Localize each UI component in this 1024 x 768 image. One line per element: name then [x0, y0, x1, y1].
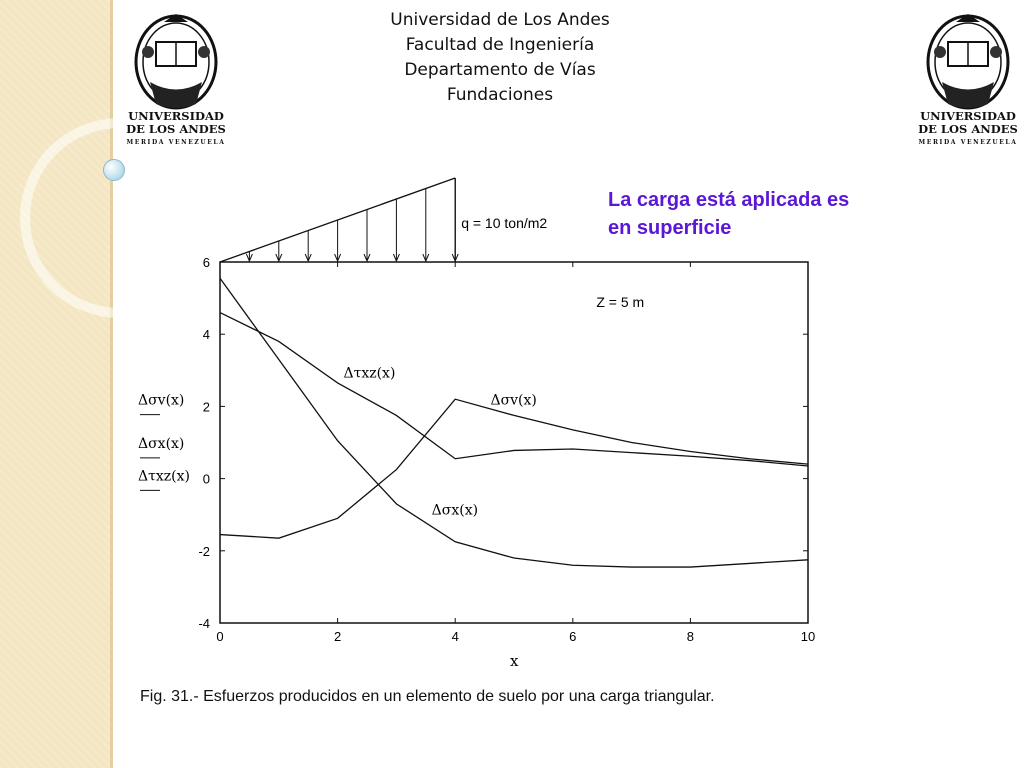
decorative-ball — [103, 159, 125, 181]
load-diagram — [220, 178, 458, 262]
series-lines — [220, 278, 808, 567]
header-faculty: Facultad de Ingeniería — [405, 35, 595, 55]
axis-ticks — [198, 255, 815, 644]
header-course: Fundaciones — [446, 85, 554, 105]
depth-label: Z = 5 m — [596, 294, 645, 311]
chart-svg — [130, 170, 830, 680]
x-tick-label: 2 — [333, 629, 342, 644]
series-label-sx: Δσx(x) — [431, 502, 479, 519]
page-header — [380, 8, 620, 108]
callout-line1: La carga está aplicada es — [608, 189, 850, 211]
logo-text-line1: UNIVERSIDAD — [920, 109, 1016, 123]
series-line-1 — [220, 278, 808, 567]
y-tick-label: -2 — [198, 543, 210, 559]
callout-line2: en superficie — [608, 217, 732, 239]
ula-logo-left — [126, 12, 226, 152]
logo-text-line1: UNIVERSIDAD — [128, 109, 224, 123]
decorative-sidebar — [0, 0, 113, 768]
series-label-txz: Δτxz(x) — [343, 365, 396, 382]
x-tick-label: 10 — [800, 629, 816, 644]
series-line-0 — [220, 399, 808, 538]
x-tick-label: 6 — [569, 629, 577, 644]
series-line-2 — [220, 313, 808, 466]
plot-frame — [220, 262, 808, 623]
series-label-sv: Δσv(x) — [490, 392, 537, 409]
stress-chart — [130, 170, 830, 685]
logo-text-line3: MERIDA VENEZUELA — [126, 139, 226, 146]
y-axis-label-sx: Δσx(x) — [138, 435, 185, 452]
y-axis-label-txz: Δτxz(x) — [138, 468, 190, 485]
header-university: Universidad de Los Andes — [390, 10, 610, 30]
sidebar-edge — [110, 0, 113, 768]
figure-caption: Fig. 31.- Esfuerzos producidos en un elemento de suelo por una carga triangular. — [140, 688, 715, 705]
y-axis-label-sv: Δσv(x) — [138, 392, 185, 409]
y-tick-label: 4 — [202, 327, 210, 343]
chart-labels — [138, 215, 644, 670]
x-tick-label: 4 — [451, 629, 459, 644]
x-tick-label: 0 — [216, 629, 224, 644]
logo-text-line2: DE LOS ANDES — [918, 122, 1018, 136]
ula-logo-right — [918, 12, 1018, 152]
logo-text-line2: DE LOS ANDES — [126, 122, 226, 136]
y-tick-label: -4 — [198, 616, 210, 631]
logo-text-line3: MERIDA VENEZUELA — [918, 139, 1018, 146]
x-tick-label: 8 — [686, 629, 695, 644]
y-tick-label: 6 — [202, 255, 210, 270]
y-tick-label: 0 — [202, 471, 210, 487]
load-label: q = 10 ton/m2 — [461, 215, 548, 231]
x-axis-label: x — [510, 652, 519, 670]
y-tick-label: 2 — [202, 399, 210, 415]
header-department: Departamento de Vías — [404, 60, 596, 80]
